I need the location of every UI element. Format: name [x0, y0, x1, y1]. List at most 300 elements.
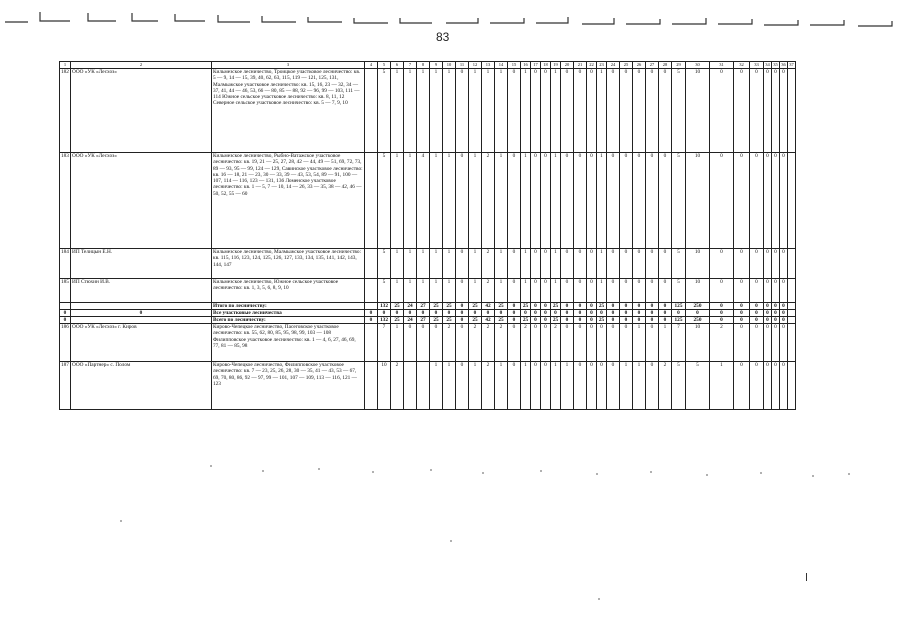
value-cell	[404, 362, 417, 410]
value-cell: 25	[495, 303, 508, 310]
value-cell: 0	[531, 249, 541, 279]
value-cell: 0	[508, 362, 521, 410]
value-cell: 0	[710, 310, 734, 317]
value-cell: 0	[456, 362, 469, 410]
value-cell: 0	[764, 362, 772, 410]
value-cell: 10	[686, 153, 710, 249]
column-number: 12	[469, 62, 482, 69]
value-cell: 0	[710, 69, 734, 153]
value-cell: 1	[443, 279, 456, 303]
organization-name: ООО «УК «Лесхоз»	[71, 69, 212, 153]
value-cell: 7	[672, 324, 686, 362]
column-number: 21	[574, 62, 587, 69]
value-cell: 0	[456, 153, 469, 249]
column-number: 19	[551, 62, 561, 69]
forest-area-description: Кирово-Чепецкое лесничество, Филипповское участковое лесничество: кв. 7 — 23, 25, 26, 28, 30 — 35, 41 — 43, 53 — 67, 69, 70, 80, 86, 92 — 97, 99 — 101, 107 — 109, 113 — 116, 121 — 123	[212, 362, 365, 410]
value-cell: 0	[60, 310, 71, 317]
value-cell: 0	[561, 279, 574, 303]
value-cell: 0	[561, 153, 574, 249]
value-cell: 0	[646, 303, 659, 310]
value-cell	[365, 324, 378, 362]
value-cell: 0	[780, 324, 788, 362]
value-cell: 0	[574, 69, 587, 153]
value-cell: 0	[750, 303, 764, 310]
column-number: 36	[781, 62, 786, 67]
value-cell	[788, 362, 796, 410]
scan-speck	[430, 469, 432, 471]
value-cell: 0	[620, 279, 633, 303]
column-number: 8	[417, 62, 430, 69]
value-cell: 1	[521, 249, 531, 279]
value-cell	[788, 69, 796, 153]
value-cell: 0	[574, 362, 587, 410]
value-cell: 7	[378, 324, 391, 362]
value-cell: 0	[430, 324, 443, 362]
value-cell: 0	[764, 153, 772, 249]
value-cell: 0	[734, 153, 750, 249]
value-cell: 0	[574, 310, 587, 317]
summary-label: Всего по лесничеству:	[212, 317, 365, 324]
value-cell: 0	[633, 279, 646, 303]
column-number: 17	[531, 62, 541, 69]
value-cell: 1	[495, 279, 508, 303]
value-cell: 0	[391, 310, 404, 317]
value-cell: 0	[764, 310, 772, 317]
value-cell: 125	[672, 303, 686, 310]
value-cell: 0	[734, 249, 750, 279]
value-cell: 1	[551, 362, 561, 410]
page-number: 83	[436, 30, 450, 44]
value-cell: 0	[531, 69, 541, 153]
value-cell: 0	[404, 310, 417, 317]
value-cell: 0	[620, 69, 633, 153]
value-cell: 0	[607, 69, 620, 153]
value-cell: 0	[780, 362, 788, 410]
value-cell: 1	[495, 249, 508, 279]
value-cell: 0	[531, 310, 541, 317]
value-cell: 0	[365, 317, 378, 324]
value-cell: 25	[521, 303, 531, 310]
summary-label: Все участковые лесничества	[212, 310, 365, 317]
value-cell: 5	[378, 249, 391, 279]
column-number: 6	[391, 62, 404, 69]
value-cell	[788, 249, 796, 279]
value-cell: 1	[495, 362, 508, 410]
scan-speck	[706, 474, 708, 476]
value-cell: 1	[597, 249, 607, 279]
value-cell: 0	[531, 153, 541, 249]
value-cell: 1	[551, 249, 561, 279]
value-cell: 42	[482, 317, 495, 324]
value-cell: 0	[633, 303, 646, 310]
value-cell: 0	[456, 310, 469, 317]
value-cell: 2	[521, 324, 531, 362]
value-cell: 0	[587, 249, 597, 279]
value-cell: 0	[587, 317, 597, 324]
value-cell: 0	[607, 324, 620, 362]
column-number: 33	[750, 62, 764, 69]
value-cell: 0	[541, 362, 551, 410]
value-cell: 1	[469, 279, 482, 303]
value-cell: 0	[780, 69, 788, 153]
value-cell: 0	[780, 249, 788, 279]
value-cell: 0	[417, 324, 430, 362]
table-row	[60, 362, 796, 410]
forest-area-description: Кирово-Чепецкое лесничество, Пасеговское участковое лесничество: кв. 55, 62, 80, 85, 95, 98, 99, 103 — 108 Филипповское участковое лесничество: кв. 1 — 4, 6, 27, 46, 69, 77, 81 — 85, 98	[212, 324, 365, 362]
value-cell	[365, 153, 378, 249]
value-cell: 0	[710, 153, 734, 249]
value-cell: 5	[672, 69, 686, 153]
value-cell: 1	[430, 362, 443, 410]
value-cell	[71, 317, 212, 324]
forest-area-description: Кильмезское лесничество, Рыбно-Ватажское участковое лесничество: кв. 19, 21 — 25, 27, 28, 42 — 44, 49 — 51, 69, 72, 73, 89 — 93, 95 — 99, 124 — 129, Савинское участковое лесничество: кв. 16 — 18, 21 — 23, 30 — 33, 39 — 43, 53, 54, 89 — 91, 100 — 107, 114 — 116, 123 — 131, 136 Ломенское участковое лесничество: кв. 1 — 5, 7 — 10, 14 — 26, 33 — 35, 38 — 42, 46 — 50, 52, 55 — 60	[212, 153, 365, 249]
value-cell: 0	[750, 249, 764, 279]
value-cell: 25	[391, 303, 404, 310]
value-cell: 10	[686, 249, 710, 279]
value-cell: 0	[521, 310, 531, 317]
value-cell: 1	[430, 249, 443, 279]
scan-speck	[262, 470, 264, 472]
row-number: 184	[60, 249, 71, 279]
value-cell: 1	[633, 362, 646, 410]
value-cell: 0	[734, 69, 750, 153]
organization-name: ООО «УК «Лесхоз»	[71, 153, 212, 249]
value-cell: 0	[772, 324, 780, 362]
value-cell: 42	[482, 303, 495, 310]
value-cell: 0	[430, 310, 443, 317]
value-cell: 0	[574, 303, 587, 310]
value-cell: 0	[587, 324, 597, 362]
column-number: 20	[561, 62, 574, 69]
value-cell: 0	[443, 310, 456, 317]
value-cell: 1	[417, 279, 430, 303]
value-cell: 1	[597, 69, 607, 153]
value-cell: 0	[508, 324, 521, 362]
value-cell: 1	[404, 153, 417, 249]
value-cell: 0	[764, 324, 772, 362]
value-cell: 1	[710, 362, 734, 410]
value-cell: 0	[561, 324, 574, 362]
value-cell: 1	[391, 153, 404, 249]
value-cell: 0	[620, 317, 633, 324]
value-cell: 0	[620, 324, 633, 362]
top-edge-marks	[0, 0, 905, 40]
value-cell: 1	[404, 249, 417, 279]
column-number: 10	[443, 62, 456, 69]
value-cell: 1	[443, 153, 456, 249]
value-cell: 0	[764, 279, 772, 303]
value-cell: 2	[482, 362, 495, 410]
value-cell: 1	[551, 279, 561, 303]
value-cell: 1	[443, 362, 456, 410]
value-cell: 0	[587, 69, 597, 153]
value-cell: 1	[417, 249, 430, 279]
scan-speck	[540, 470, 542, 472]
value-cell: 0	[378, 310, 391, 317]
organization-name: ООО «Партнер» с. Полом	[71, 362, 212, 410]
value-cell: 24	[404, 317, 417, 324]
value-cell: 0	[607, 310, 620, 317]
value-cell: 1	[430, 153, 443, 249]
value-cell: 1	[521, 279, 531, 303]
value-cell: 0	[531, 317, 541, 324]
value-cell: 0	[561, 303, 574, 310]
value-cell: 1	[482, 69, 495, 153]
value-cell: 5	[378, 69, 391, 153]
value-cell	[788, 303, 796, 310]
value-cell: 1	[597, 153, 607, 249]
value-cell: 2	[469, 324, 482, 362]
value-cell: 2	[482, 249, 495, 279]
value-cell: 5	[672, 362, 686, 410]
value-cell: 0	[750, 317, 764, 324]
column-number: 29	[672, 62, 686, 69]
value-cell: 0	[574, 324, 587, 362]
value-cell: 1	[620, 362, 633, 410]
value-cell: 0	[659, 69, 672, 153]
value-cell: 132	[378, 303, 391, 310]
scan-speck	[318, 468, 320, 470]
value-cell: 0	[541, 153, 551, 249]
value-cell: 0	[587, 153, 597, 249]
value-cell: 0	[541, 249, 551, 279]
value-cell: 0	[646, 324, 659, 362]
value-cell	[788, 317, 796, 324]
value-cell: 1	[521, 69, 531, 153]
value-cell: 25	[495, 317, 508, 324]
value-cell: 0	[531, 362, 541, 410]
value-cell: 0	[574, 317, 587, 324]
forest-area-description: Кильмезское лесничество, Малмыжское участковое лесничество: кв. 115, 116, 123, 124, 125, 126, 127, 133, 134, 135, 141, 142, 143, 144, 147	[212, 249, 365, 279]
value-cell: 0	[686, 310, 710, 317]
value-cell: 2	[482, 324, 495, 362]
table-row	[60, 279, 796, 303]
value-cell: 2	[482, 279, 495, 303]
column-number: 28	[659, 62, 672, 69]
value-cell: 0	[508, 249, 521, 279]
value-cell: 0	[710, 317, 734, 324]
value-cell: 25	[430, 303, 443, 310]
scan-speck	[210, 465, 212, 467]
scan-speck	[372, 471, 374, 473]
value-cell: 0	[365, 310, 378, 317]
value-cell: 0	[646, 362, 659, 410]
column-number: 15	[508, 62, 521, 69]
summary-row	[60, 310, 796, 317]
value-cell: 0	[607, 362, 620, 410]
column-number-row	[60, 62, 796, 69]
organization-name: ИП Стюхин И.В.	[71, 279, 212, 303]
value-cell: 0	[780, 303, 788, 310]
value-cell: 0	[531, 324, 541, 362]
value-cell: 0	[633, 153, 646, 249]
column-number: 30	[686, 62, 710, 69]
value-cell: 1	[469, 69, 482, 153]
column-number: 9	[430, 62, 443, 69]
value-cell: 5	[672, 249, 686, 279]
value-cell: 0	[597, 310, 607, 317]
scan-speck	[812, 475, 814, 477]
value-cell: 0	[764, 317, 772, 324]
value-cell: 0	[646, 153, 659, 249]
value-cell	[417, 362, 430, 410]
value-cell: 0	[633, 317, 646, 324]
value-cell: 0	[541, 317, 551, 324]
value-cell: 0	[574, 153, 587, 249]
value-cell: 2	[659, 362, 672, 410]
value-cell: 2	[551, 324, 561, 362]
value-cell: 0	[734, 279, 750, 303]
value-cell: 0	[633, 310, 646, 317]
value-cell: 0	[482, 310, 495, 317]
value-cell: 5	[378, 153, 391, 249]
value-cell: 24	[404, 303, 417, 310]
column-number: 24	[607, 62, 620, 69]
value-cell: 0	[780, 317, 788, 324]
value-cell: 0	[587, 303, 597, 310]
value-cell: 0	[541, 324, 551, 362]
value-cell: 0	[574, 279, 587, 303]
value-cell: 0	[750, 279, 764, 303]
value-cell: 0	[508, 69, 521, 153]
value-cell	[71, 303, 212, 310]
value-cell: 0	[750, 324, 764, 362]
value-cell: 25	[469, 317, 482, 324]
value-cell	[788, 324, 796, 362]
value-cell: 0	[574, 249, 587, 279]
value-cell: 1	[561, 362, 574, 410]
column-number: 11	[456, 62, 469, 69]
value-cell: 1	[391, 249, 404, 279]
value-cell: 0	[633, 249, 646, 279]
value-cell: 0	[620, 249, 633, 279]
value-cell: 1	[391, 324, 404, 362]
value-cell: 10	[378, 362, 391, 410]
value-cell: 0	[734, 324, 750, 362]
scan-speck	[120, 520, 122, 522]
column-number: 5	[378, 62, 391, 69]
value-cell: 0	[541, 303, 551, 310]
value-cell: 0	[551, 310, 561, 317]
row-number: 186	[60, 324, 71, 362]
value-cell: 25	[551, 317, 561, 324]
value-cell: 1	[417, 69, 430, 153]
value-cell: 0	[659, 249, 672, 279]
value-cell: 1	[633, 324, 646, 362]
value-cell: 0	[633, 69, 646, 153]
value-cell: 0	[508, 310, 521, 317]
organization-name: ИП Телицын Е.Н.	[71, 249, 212, 279]
value-cell: 0	[734, 303, 750, 310]
value-cell: 2	[495, 324, 508, 362]
value-cell: 0	[734, 310, 750, 317]
value-cell: 0	[60, 317, 71, 324]
value-cell: 0	[587, 279, 597, 303]
value-cell: 0	[659, 303, 672, 310]
value-cell: 0	[587, 310, 597, 317]
value-cell: 0	[404, 324, 417, 362]
column-number: 13	[482, 62, 495, 69]
value-cell: 0	[772, 303, 780, 310]
value-cell: 27	[417, 303, 430, 310]
value-cell: 0	[710, 249, 734, 279]
column-number: 16	[521, 62, 531, 69]
value-cell: 0	[607, 153, 620, 249]
value-cell: 0	[620, 153, 633, 249]
value-cell: 0	[750, 362, 764, 410]
value-cell: 10	[686, 279, 710, 303]
value-cell: 0	[495, 310, 508, 317]
value-cell: 0	[587, 362, 597, 410]
value-cell: 4	[417, 153, 430, 249]
forest-area-description: Кильмезское лесничество, Южное сельское участковое лесничество: кв. 1, 3, 5, 6, 8, 9, 10	[212, 279, 365, 303]
value-cell: 25	[551, 303, 561, 310]
summary-label: Итого по лесничеству:	[212, 303, 365, 310]
column-number: 2	[71, 62, 212, 69]
value-cell: 0	[607, 279, 620, 303]
value-cell: 5	[672, 279, 686, 303]
column-number: 31	[710, 62, 734, 69]
value-cell: 1	[597, 279, 607, 303]
column-number: 14	[495, 62, 508, 69]
value-cell: 132	[378, 317, 391, 324]
value-cell: 0	[541, 279, 551, 303]
value-cell: 0	[772, 279, 780, 303]
row-number: 185	[60, 279, 71, 303]
value-cell: 2	[443, 324, 456, 362]
value-cell: 1	[430, 69, 443, 153]
value-cell	[365, 279, 378, 303]
scan-speck	[650, 471, 652, 473]
column-number: 7	[404, 62, 417, 69]
value-cell: 0	[772, 310, 780, 317]
value-cell: 1	[443, 249, 456, 279]
value-cell: 25	[443, 303, 456, 310]
scan-speck	[848, 473, 850, 475]
value-cell: 2	[391, 362, 404, 410]
value-cell: 0	[780, 153, 788, 249]
value-cell: 250	[686, 303, 710, 310]
value-cell: 1	[443, 69, 456, 153]
value-cell: 0	[508, 279, 521, 303]
value-cell: 1	[391, 69, 404, 153]
value-cell: 2	[710, 324, 734, 362]
value-cell: 0	[772, 317, 780, 324]
value-cell: 0	[659, 310, 672, 317]
value-cell: 1	[469, 153, 482, 249]
value-cell: 0	[772, 153, 780, 249]
value-cell: 1	[404, 279, 417, 303]
value-cell: 1	[430, 279, 443, 303]
value-cell: 0	[597, 362, 607, 410]
value-cell: 0	[607, 317, 620, 324]
value-cell: 0	[772, 69, 780, 153]
value-cell: 0	[541, 310, 551, 317]
value-cell: 25	[391, 317, 404, 324]
value-cell: 0	[750, 153, 764, 249]
value-cell: 0	[71, 310, 212, 317]
value-cell: 1	[495, 69, 508, 153]
scan-speck	[598, 598, 600, 600]
value-cell: 1	[469, 362, 482, 410]
column-number: 23	[597, 62, 607, 69]
value-cell: 0	[607, 303, 620, 310]
scan-speck	[760, 472, 762, 474]
value-cell: 2	[482, 153, 495, 249]
value-cell: 125	[672, 317, 686, 324]
summary-row	[60, 303, 796, 310]
value-cell: 25	[597, 317, 607, 324]
